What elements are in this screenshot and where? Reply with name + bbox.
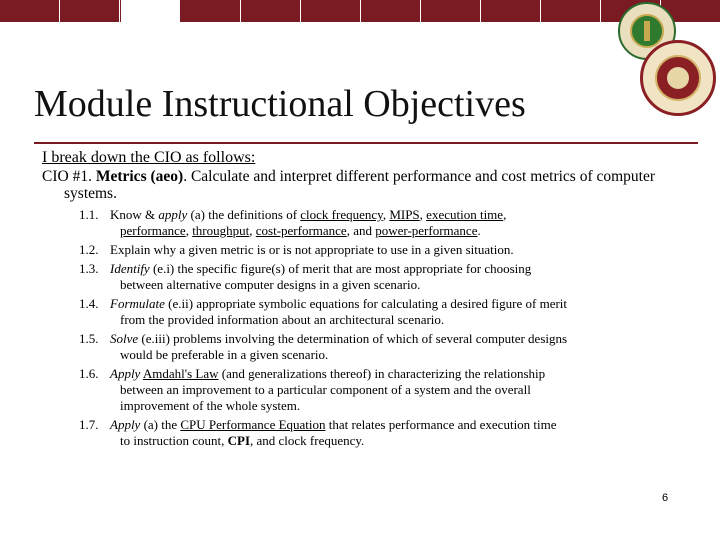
- item-text: (a) the definitions of: [187, 207, 301, 222]
- item-emphasis: Apply: [110, 417, 141, 432]
- item-text: from the provided information about an architectural scenario.: [120, 312, 445, 327]
- item-number: 1.1.: [79, 207, 99, 222]
- list-item: [42, 296, 682, 328]
- item-emphasis: Apply: [110, 366, 141, 381]
- cio-title: Metrics (aeo): [95, 168, 184, 185]
- item-text: (e.i) the specific figure(s) of merit that are most appropriate for choosing: [149, 261, 532, 276]
- cio-statement: [42, 168, 682, 202]
- banner-cell: [361, 0, 421, 22]
- item-text: (and generalizations thereof) in characterizing the relationship: [218, 366, 546, 381]
- term-link: cost-performance: [255, 223, 347, 238]
- page-number: 6: [662, 492, 669, 504]
- item-text: would be preferable in a given scenario.: [120, 347, 329, 362]
- list-item: [42, 366, 682, 414]
- item-number: 1.6.: [79, 366, 99, 381]
- item-text: Know &: [110, 207, 159, 222]
- list-item: [42, 331, 682, 363]
- banner-cell: [301, 0, 361, 22]
- item-text: that relates performance and execution time: [325, 417, 557, 432]
- title-rule: [34, 142, 698, 144]
- term-link: clock frequency: [300, 207, 383, 222]
- fsu-seal-icon: [640, 40, 716, 116]
- list-item: [42, 417, 682, 449]
- cio-text-1: . Calculate and interpret different performance and cost metrics: [183, 168, 576, 185]
- item-text: ,: [249, 223, 256, 238]
- item-number: 1.2.: [79, 242, 99, 257]
- term-link: execution time: [426, 207, 504, 222]
- list-item: [42, 261, 682, 293]
- item-number: 1.3.: [79, 261, 99, 276]
- banner-cell: [481, 0, 541, 22]
- item-text: , and: [346, 223, 376, 238]
- item-emphasis: apply: [158, 207, 188, 222]
- item-text: .: [477, 223, 481, 238]
- item-text: (e.iii) problems involving the determination of which of several computer designs: [138, 331, 568, 346]
- term-link: throughput: [192, 223, 250, 238]
- banner-cell: [120, 0, 181, 22]
- item-text: ,: [419, 207, 427, 222]
- item-number: 1.4.: [79, 296, 99, 311]
- item-text: between an improvement to a particular component of a system and the overall: [120, 382, 531, 397]
- item-text: ,: [503, 207, 507, 222]
- item-text: improvement of the whole system.: [120, 398, 301, 413]
- item-strong: CPI: [227, 433, 250, 448]
- item-text: ,: [382, 207, 390, 222]
- term-link: Amdahl's Law: [142, 366, 219, 381]
- item-text: (a) the: [140, 417, 181, 432]
- item-text: to instruction count,: [120, 433, 228, 448]
- term-link: CPU Performance Equation: [180, 417, 326, 432]
- banner-cell: [241, 0, 301, 22]
- banner-cell: [541, 0, 601, 22]
- item-text: between alternative computer designs in a given scenario.: [120, 277, 421, 292]
- objectives-list: [42, 207, 682, 449]
- term-link: MIPS: [389, 207, 420, 222]
- term-link: power-performance: [375, 223, 478, 238]
- list-item: [42, 207, 682, 239]
- item-text: (e.ii) appropriate symbolic equations for calculating a desired figure of merit: [164, 296, 568, 311]
- item-emphasis: Identify: [110, 261, 150, 276]
- item-text: , and clock frequency.: [250, 433, 365, 448]
- top-banner: [0, 0, 720, 22]
- item-number: 1.5.: [79, 331, 99, 346]
- intro-text: I break down the CIO as follows:: [42, 149, 256, 166]
- item-emphasis: Solve: [110, 331, 139, 346]
- banner-cell: [60, 0, 120, 22]
- banner-cell: [0, 0, 60, 22]
- term-link: performance: [120, 223, 186, 238]
- list-item: [42, 242, 682, 258]
- banner-cell: [181, 0, 241, 22]
- slide-title: Module Instructional Objectives: [34, 83, 526, 125]
- slide-body: [42, 149, 682, 452]
- item-emphasis: Formulate: [110, 296, 165, 311]
- item-number: 1.7.: [79, 417, 99, 432]
- item-text: Explain why a given metric is or is not appropriate to use in a given situation.: [110, 242, 514, 257]
- banner-cell: [421, 0, 481, 22]
- cio-text-2: of computer systems.: [64, 168, 656, 202]
- cio-prefix: CIO #1.: [42, 168, 92, 185]
- item-text: ,: [185, 223, 193, 238]
